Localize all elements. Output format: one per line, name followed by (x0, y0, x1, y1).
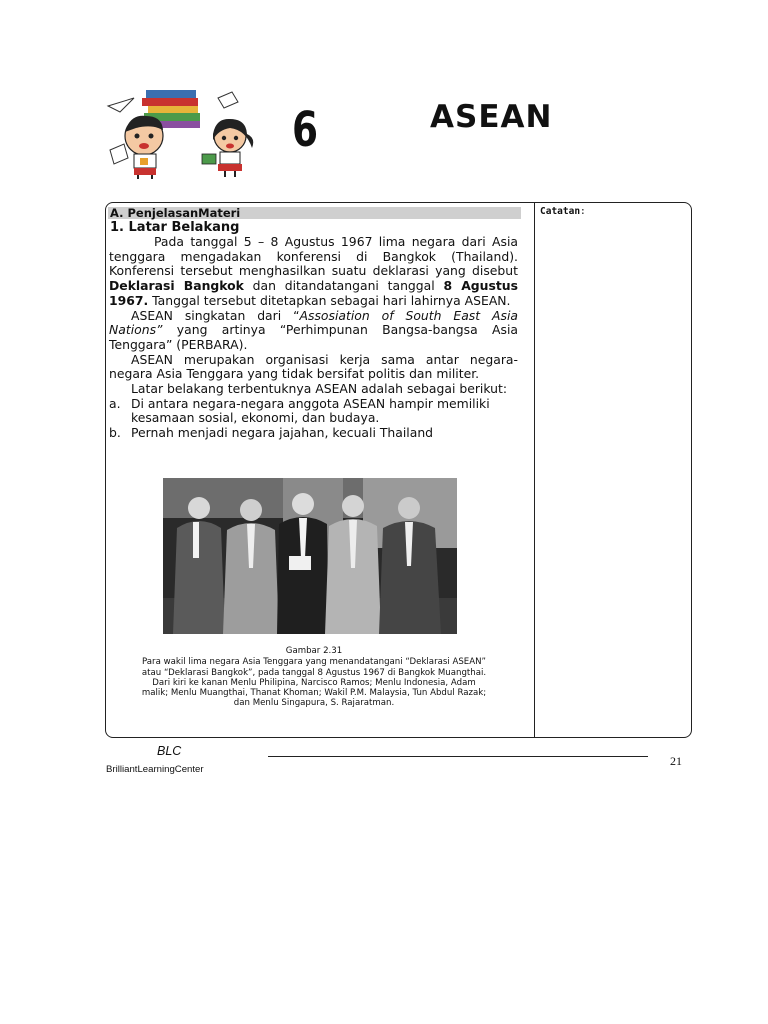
page-number: 21 (670, 754, 682, 768)
list-item (109, 397, 518, 426)
figure-number: Gambar 2.31 (285, 646, 343, 656)
section-heading: A. PenjelasanMateri (108, 207, 521, 219)
notes-label-text: Catatan (540, 206, 581, 217)
p2-part-c: yang artinya “Perhimpunan Bangsa-bangsa Asia Tenggara” (PERBARA). (109, 322, 518, 352)
p1-part-c: dan ditandatangani tanggal (243, 278, 444, 294)
paragraph-4: Latar belakang terbentuknya ASEAN adalah sebagai berikut: (131, 381, 508, 397)
p1-date: 8 Agustus 1967. (109, 278, 518, 308)
list-marker: b. (109, 425, 121, 441)
mascot-illustration (106, 88, 264, 180)
footer-brand-short: BLC (157, 744, 182, 758)
p2-english-name: Assosiation of South East Asia Nations” (109, 307, 518, 338)
subsection-heading: 1. Latar Belakang (110, 220, 240, 235)
chapter-title: ASEAN (430, 99, 553, 135)
list-marker: a. (109, 395, 121, 411)
caption-line: malik; Menlu Muangthai, Thanat Khoman; Wakil P.M. Malaysia, Tun Abdul Razak; (141, 688, 487, 699)
paragraph-1 (109, 235, 518, 309)
paragraph-3: ASEAN merupakan organisasi kerja sama antar negara-negara Asia Tenggara yang tidak bersifat politis dan militer. (109, 351, 518, 382)
body-text (109, 235, 518, 441)
chapter-number: 6 (292, 102, 319, 158)
footer-rule (268, 756, 648, 757)
list-text: Di antara negara-negara anggota ASEAN hampir memiliki kesamaan sosial, ekonomi, dan budaya. (131, 395, 490, 426)
list-text: Pernah menjadi negara jajahan, kecuali Thailand (131, 425, 434, 441)
p1-part-e: Tanggal tersebut ditetapkan sebagai hari lahirnya ASEAN. (148, 292, 511, 308)
photo-caption (110, 646, 518, 709)
caption-line: Para wakil lima negara Asia Tenggara yang menandatangani “Deklarasi ASEAN” (141, 657, 486, 668)
notes-label (540, 206, 586, 217)
caption-line: atau “Deklarasi Bangkok”, pada tanggal 8 Agustus 1967 di Bangkok Muangthai. (141, 667, 487, 678)
p1-declaration-name: Deklarasi Bangkok (109, 278, 244, 294)
paragraph-2 (109, 309, 518, 353)
footer-brand-full: BrilliantLearningCenter (106, 764, 204, 775)
caption-line: dan Menlu Singapura, S. Rajaratman. (233, 698, 395, 709)
p1-part-a: Pada tanggal 5 – 8 Agustus 1967 lima negara dari Asia tenggara mengadakan konferensi di Bangkok (Thailand). Konferensi tersebut menghasilkan suatu deklarasi yang disebut (109, 234, 518, 279)
notes-label-colon: : (580, 206, 586, 217)
list-item (109, 426, 518, 441)
caption-line: Dari kiri ke kanan Menlu Philipina, Narcisco Ramos; Menlu Indonesia, Adam (152, 677, 476, 688)
p2-part-a: ASEAN singkatan dari “ (131, 307, 300, 323)
notes-divider (534, 202, 535, 738)
historical-photo (163, 478, 457, 634)
